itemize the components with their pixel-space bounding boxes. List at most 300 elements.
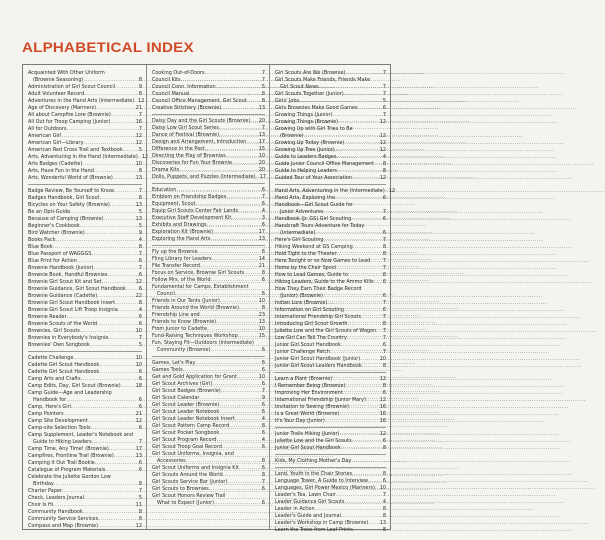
page-number: 5	[382, 98, 386, 104]
index-entry	[275, 471, 386, 478]
leader-dots	[338, 119, 379, 126]
page-number: 13	[135, 453, 142, 459]
index-entry	[28, 328, 142, 335]
leader-dots	[344, 307, 382, 314]
page-number: 5	[138, 223, 142, 229]
index-entry	[28, 369, 142, 376]
leader-dots	[247, 98, 261, 105]
index-entry	[28, 362, 142, 369]
entry-title: Girls Brownies Make Good Games	[275, 105, 358, 111]
page-number: 6	[261, 187, 265, 193]
leader-dots	[374, 279, 382, 286]
leader-dots	[219, 132, 258, 139]
entry-title: Brownie Girl Scout Kit and Set	[28, 279, 102, 285]
index-entry	[275, 335, 386, 342]
page-number: 21	[135, 105, 142, 111]
index-entry	[152, 326, 265, 333]
entry-title: Growing Up Today (Brownie)	[275, 140, 345, 146]
entry-title: Blue Book	[28, 244, 53, 250]
page-number: 18	[135, 383, 142, 389]
entry-title: Arts, Wonderful World of (Brownie)	[28, 175, 113, 181]
leader-dots	[97, 293, 135, 300]
leader-dots	[210, 347, 260, 354]
index-entry	[275, 383, 386, 390]
entry-title: Girl Scout Pocket Songbook	[152, 430, 220, 436]
entry-title: Acquainted With Other Uniform	[28, 70, 105, 76]
index-entry	[28, 425, 142, 432]
leader-dots	[103, 216, 134, 223]
leader-dots	[199, 395, 260, 402]
index-entry	[152, 312, 265, 319]
entry-title: Friendship Line and	[152, 312, 200, 318]
index-entry	[275, 244, 386, 251]
page-number: 6	[261, 360, 265, 366]
index-entry	[28, 244, 142, 251]
index-entry	[275, 286, 386, 293]
entry-title: Design and Arrangement, Introduction	[152, 139, 247, 145]
page-number: 6	[138, 397, 142, 403]
leader-dots	[223, 472, 261, 479]
entry-continuation: Accessories	[157, 458, 186, 464]
index-entry	[275, 342, 386, 349]
page-number: 7	[261, 194, 265, 200]
page-number: 7	[382, 70, 386, 76]
leader-dots	[195, 201, 260, 208]
page-number: 17	[258, 139, 265, 145]
index-entry	[275, 251, 386, 258]
index-entry	[28, 265, 142, 272]
entry-continuation: (Brownie Seasoning)	[33, 77, 84, 83]
leader-dots	[221, 105, 258, 112]
leader-dots	[323, 209, 381, 216]
leader-dots	[181, 77, 261, 84]
page-number: 13	[258, 132, 265, 138]
entry-title: Council Office Management, Girl Scout	[152, 98, 247, 104]
leader-dots	[349, 404, 379, 411]
leader-dots	[113, 175, 135, 182]
index-entry	[28, 502, 142, 509]
leader-dots	[344, 140, 378, 147]
entry-title: Girl Scouts Together (Junior)	[275, 91, 344, 97]
leader-dots	[246, 139, 258, 146]
index-entry	[275, 195, 386, 202]
entry-title: Low Girl Can Tell The Country	[275, 335, 347, 341]
entry-title: Exploration Kit (Brownie)	[152, 229, 213, 235]
entry-title: International Friendship (Junior Mary)	[275, 397, 366, 403]
leader-dots	[66, 126, 137, 133]
index-entry	[152, 381, 265, 388]
index-entry	[275, 216, 386, 223]
page-number: 4	[382, 154, 386, 160]
page-number: 6	[261, 409, 265, 415]
index-entry	[28, 175, 142, 182]
entry-title: Girl Scout Leader Notebook Insert	[152, 416, 235, 422]
entry-title: Compass and Map (Brownie)	[28, 523, 99, 529]
entry-title: Community Service Services	[28, 516, 99, 522]
index-entry	[28, 279, 142, 286]
page-number: 6	[382, 307, 386, 313]
entry-title: Girl Scouts Around the World	[152, 472, 223, 478]
leader-dots	[105, 467, 138, 474]
leader-dots	[210, 236, 257, 243]
entry-title: Improving Her Environment	[275, 390, 343, 396]
entry-title: Growing Things (Brownie)	[275, 119, 339, 125]
leader-dots	[95, 460, 138, 467]
index-entry-continuation	[28, 481, 142, 488]
leader-dots	[227, 479, 261, 486]
page-number: 8	[382, 272, 386, 278]
index-entry	[152, 125, 265, 132]
entry-title: Guided Tour of Your Association	[275, 175, 352, 181]
index-entry-continuation	[275, 209, 386, 216]
entry-title: Camp Supplement, Leader's Notebook and	[28, 432, 133, 438]
entry-continuation: (Brownie)	[280, 133, 304, 139]
page-number: 7	[382, 349, 386, 355]
index-entry	[275, 154, 386, 161]
leader-dots	[361, 314, 382, 321]
leader-dots	[207, 326, 258, 333]
leader-dots	[226, 153, 258, 160]
entry-title: Books Pack	[28, 237, 56, 243]
page-number: 5	[138, 342, 142, 348]
leader-dots	[123, 147, 138, 154]
page-number: 8	[261, 458, 265, 464]
entry-title: Community Handbook	[28, 509, 83, 515]
index-entry-continuation	[275, 293, 386, 300]
page-number: 8	[138, 77, 142, 83]
entry-title: Dance of Festival (Brownie)	[152, 132, 220, 138]
index-entry	[275, 356, 386, 363]
leader-dots	[366, 397, 379, 404]
leader-dots	[115, 84, 138, 91]
leader-dots	[126, 286, 138, 293]
entry-title: Home by the Chair Spool	[275, 265, 337, 271]
leader-dots	[94, 168, 138, 175]
leader-dots	[226, 194, 261, 201]
index-section	[152, 187, 265, 246]
index-section	[275, 431, 386, 455]
entry-title: Brownie Reader	[28, 314, 67, 320]
entry-title: All Out for Troop Camping (Junior)	[28, 119, 111, 125]
leader-dots	[212, 256, 258, 263]
entry-title: Camp Time, Any Time! (Brownie)	[28, 446, 109, 452]
index-entry	[152, 146, 265, 153]
page-number: 6	[261, 201, 265, 207]
page-number: 10	[379, 485, 386, 491]
leader-dots	[102, 279, 135, 286]
index-entry	[152, 319, 265, 326]
index-entry	[28, 404, 142, 411]
leader-dots	[299, 98, 382, 105]
entry-title: Indian Lore (Brownie)	[275, 300, 328, 306]
index-entry	[152, 132, 265, 139]
page-number: 7	[382, 335, 386, 341]
leader-dots	[114, 188, 138, 195]
index-entry	[28, 91, 142, 98]
page-number: 6	[382, 105, 386, 111]
page-number: 6	[382, 230, 386, 236]
entry-title: Guide to Helping Leaders	[275, 168, 337, 174]
leader-dots	[97, 321, 138, 328]
index-column-1	[23, 65, 149, 529]
index-section	[152, 360, 265, 509]
page-number: 6	[382, 478, 386, 484]
index-entry	[275, 349, 386, 356]
entry-title: All for Outdoors	[28, 126, 67, 132]
leader-dots	[211, 277, 261, 284]
index-entry	[28, 314, 142, 321]
page-number: 4	[261, 416, 265, 422]
index-entry	[28, 523, 142, 530]
index-entry	[152, 430, 265, 437]
page-number: 12	[379, 175, 386, 181]
entry-title: Emblem on Friendship Badges	[152, 194, 227, 200]
entry-title: Hiking Weekend at GS Camping	[275, 244, 353, 250]
entry-title: Council Manual	[152, 91, 190, 97]
index-entry	[28, 126, 142, 133]
entry-title: Brownies, Girl Scouts	[28, 328, 80, 334]
page-number: 6	[138, 404, 142, 410]
leader-dots	[368, 520, 378, 527]
page-number: 6	[382, 216, 386, 222]
index-entry	[275, 527, 386, 534]
index-entry	[28, 140, 142, 147]
index-entry	[28, 154, 149, 161]
entry-title: Handcraft Tours Adventure for Today	[275, 223, 365, 229]
page-number: 12	[379, 431, 386, 437]
leader-dots	[353, 527, 382, 534]
index-entry-continuation	[152, 291, 265, 298]
index-entry	[275, 513, 386, 520]
entry-title: Fling Library for Leaders	[152, 256, 212, 262]
index-entry	[275, 376, 386, 383]
entry-title: Leader Guidance Girl Scouts	[275, 499, 345, 505]
entry-title: Land, Youth in the Chair Stories	[275, 471, 353, 477]
leader-dots	[176, 187, 261, 194]
entry-title: Language Tower, A Guide to Interview	[275, 478, 368, 484]
page-number: 10	[379, 356, 386, 362]
entry-continuation: (Junior) (Brownie)	[280, 293, 323, 299]
page-number: 10	[135, 328, 142, 334]
leader-dots	[92, 439, 138, 446]
index-entry	[275, 314, 386, 321]
index-entry	[152, 174, 265, 181]
index-entry	[152, 153, 265, 160]
index-entry	[152, 465, 265, 472]
entry-title: Fun, Staying Fit—Outdoors (Intermediate)	[152, 340, 254, 346]
index-entry	[275, 478, 386, 485]
leader-dots	[343, 390, 382, 397]
page-number: 6	[261, 277, 265, 283]
index-entry	[275, 404, 386, 411]
entry-title: Difference in the Past	[152, 146, 205, 152]
entry-title: File Transfer Record	[152, 263, 200, 269]
index-entry	[28, 453, 142, 460]
entry-title: Girl Scouts Are We (Brownie)	[275, 70, 346, 76]
index-entry	[28, 300, 142, 307]
index-section	[275, 376, 386, 428]
leader-dots	[77, 258, 138, 265]
index-entry	[28, 376, 142, 383]
entry-title: Brownie Scouts of the World	[28, 321, 98, 327]
entry-title: Charter Paper	[28, 488, 62, 494]
leader-dots	[219, 430, 261, 437]
entry-title: Introducing Girl Scout Growth	[275, 321, 348, 327]
entry-title: Bird Watcher (Brownie)	[28, 230, 85, 236]
index-entry	[28, 105, 142, 112]
leader-dots	[327, 300, 382, 307]
index-entry	[275, 272, 386, 279]
leader-dots	[88, 418, 135, 425]
page-number: 7	[382, 314, 386, 320]
entry-continuation: Birthday	[33, 481, 54, 487]
entry-title: Here Tonight or so Now Games to Lead	[275, 258, 371, 264]
index-entry	[152, 167, 265, 174]
page-number: 13	[379, 520, 386, 526]
entry-title: Girl Scout Uniforms and Insignia Kit	[152, 465, 239, 471]
page-number: 6	[261, 367, 265, 373]
entry-title: Leader's Workshop in Camp (Brownie)	[275, 520, 369, 526]
index-section	[275, 188, 396, 373]
entry-title: Guide Junior Council Office Management	[275, 161, 375, 167]
page-number: 12	[379, 133, 386, 139]
leader-dots	[374, 161, 382, 168]
page-number: 6	[138, 369, 142, 375]
leader-dots	[352, 175, 379, 182]
page-number: 12	[135, 418, 142, 424]
index-entry	[28, 209, 142, 216]
entry-title: Girl Scout Leader Notebook	[152, 409, 220, 415]
page-number: 12	[379, 397, 386, 403]
page-number: 12	[141, 154, 149, 160]
page-number: 6	[138, 376, 142, 382]
leader-dots	[351, 458, 385, 465]
index-entry	[152, 340, 265, 347]
entry-title: Girl Scout Uniforms, Insignia, and	[152, 451, 234, 457]
index-entry	[275, 70, 386, 77]
index-section	[275, 471, 386, 536]
entry-title: Check, Leaders Journal	[28, 495, 84, 501]
index-entry	[152, 263, 265, 270]
entry-title: Drama Kits	[152, 167, 180, 173]
leader-dots	[62, 488, 138, 495]
leader-dots	[216, 319, 258, 326]
page-number: 6	[261, 347, 265, 353]
index-entry-continuation	[152, 347, 265, 354]
index-entry	[28, 390, 142, 397]
entry-title: Adventures in the Hand Arts (Intermediate)	[28, 98, 135, 104]
leader-dots	[345, 70, 381, 77]
page-number: 6	[382, 438, 386, 444]
index-entry	[275, 499, 386, 506]
page-number: 8	[261, 91, 265, 97]
leader-dots	[344, 499, 381, 506]
entry-title: Languages, Girl Power Mexico (Mariners)	[275, 485, 375, 491]
leader-dots	[219, 402, 261, 409]
leader-dots	[353, 244, 382, 251]
index-entry	[152, 298, 265, 305]
index-entry	[275, 458, 386, 465]
index-entry	[28, 432, 142, 439]
entry-title: Camp Edits, Day, Girl Scout (Brownie)	[28, 383, 121, 389]
index-title: ALPHABETICAL INDEX	[22, 40, 194, 55]
page-number: 7	[261, 479, 265, 485]
page-number: 10	[258, 153, 265, 159]
index-entry	[152, 451, 265, 458]
page-number: 7	[138, 439, 142, 445]
entry-title: Hand Arts, Adventuring in the (Intermediate)	[275, 188, 385, 194]
page-number: 8	[138, 300, 142, 306]
index-column-3	[269, 65, 396, 533]
entry-title: I Remember Being (Brownie)	[275, 383, 346, 389]
entry-title: Campfires, Frontline Trail (Brownie)	[28, 453, 114, 459]
index-entry	[28, 237, 142, 244]
index-entry	[28, 509, 142, 516]
page-number: 12	[379, 376, 386, 382]
leader-dots	[195, 360, 260, 367]
index-entry	[152, 284, 265, 291]
entry-title: Leader in Action	[275, 506, 315, 512]
index-entry	[28, 307, 142, 314]
entry-title: Learn a Plant (Brownie)	[275, 376, 333, 382]
entry-title: Dolls, Puppets, and Puzzles (Intermediate)	[152, 174, 256, 180]
page-number: 21	[135, 411, 142, 417]
entry-title: Brownie Book, Handful Brownies	[28, 272, 108, 278]
entry-title: Brownie Handbook (Junior)	[28, 265, 94, 271]
page-number: 10	[135, 362, 142, 368]
entry-title: Because of Camping (Brownie)	[28, 216, 104, 222]
leader-dots	[53, 502, 135, 509]
page-number: 6	[261, 444, 265, 450]
page-number	[385, 458, 386, 465]
page-number: 12	[138, 98, 145, 104]
entry-title: Administration of Girl Scout Council	[28, 84, 116, 90]
leader-dots	[348, 321, 382, 328]
leader-dots	[337, 168, 382, 175]
index-entry	[28, 251, 142, 258]
page-number: 8	[138, 509, 142, 515]
index-entry	[28, 168, 142, 175]
leader-dots	[85, 230, 138, 237]
index-entry	[152, 416, 265, 423]
index-entry	[275, 265, 386, 272]
entry-title: Invitation to Sewing (Brownie)	[275, 404, 349, 410]
leader-dots	[214, 500, 261, 507]
page-number: 12	[388, 188, 396, 194]
leader-dots	[368, 478, 382, 485]
entry-title: Guide to Leaders Badges	[275, 154, 337, 160]
index-entry	[28, 418, 142, 425]
page-number: 12	[379, 147, 386, 153]
index-entry	[275, 147, 386, 154]
entry-title: Blue Print for Action	[28, 258, 77, 264]
page-number: 17	[135, 446, 142, 452]
index-entry	[28, 446, 142, 453]
entry-continuation: (Intermediate)	[280, 230, 316, 236]
leader-dots	[315, 506, 382, 513]
page-number: 6	[138, 314, 142, 320]
leader-dots	[121, 383, 135, 390]
index-entry	[152, 229, 265, 236]
entry-title: Junior Challenge Patch	[275, 349, 330, 355]
leader-dots	[335, 147, 379, 154]
page-number: 7	[261, 70, 265, 76]
leader-dots	[339, 411, 378, 418]
page-number: 4	[138, 237, 142, 243]
leader-dots	[217, 437, 261, 444]
entry-title: Brownie Guidance, Girl Scout Handbook	[28, 286, 126, 292]
entry-title: Creative Stitchery (Brownie)	[152, 105, 222, 111]
